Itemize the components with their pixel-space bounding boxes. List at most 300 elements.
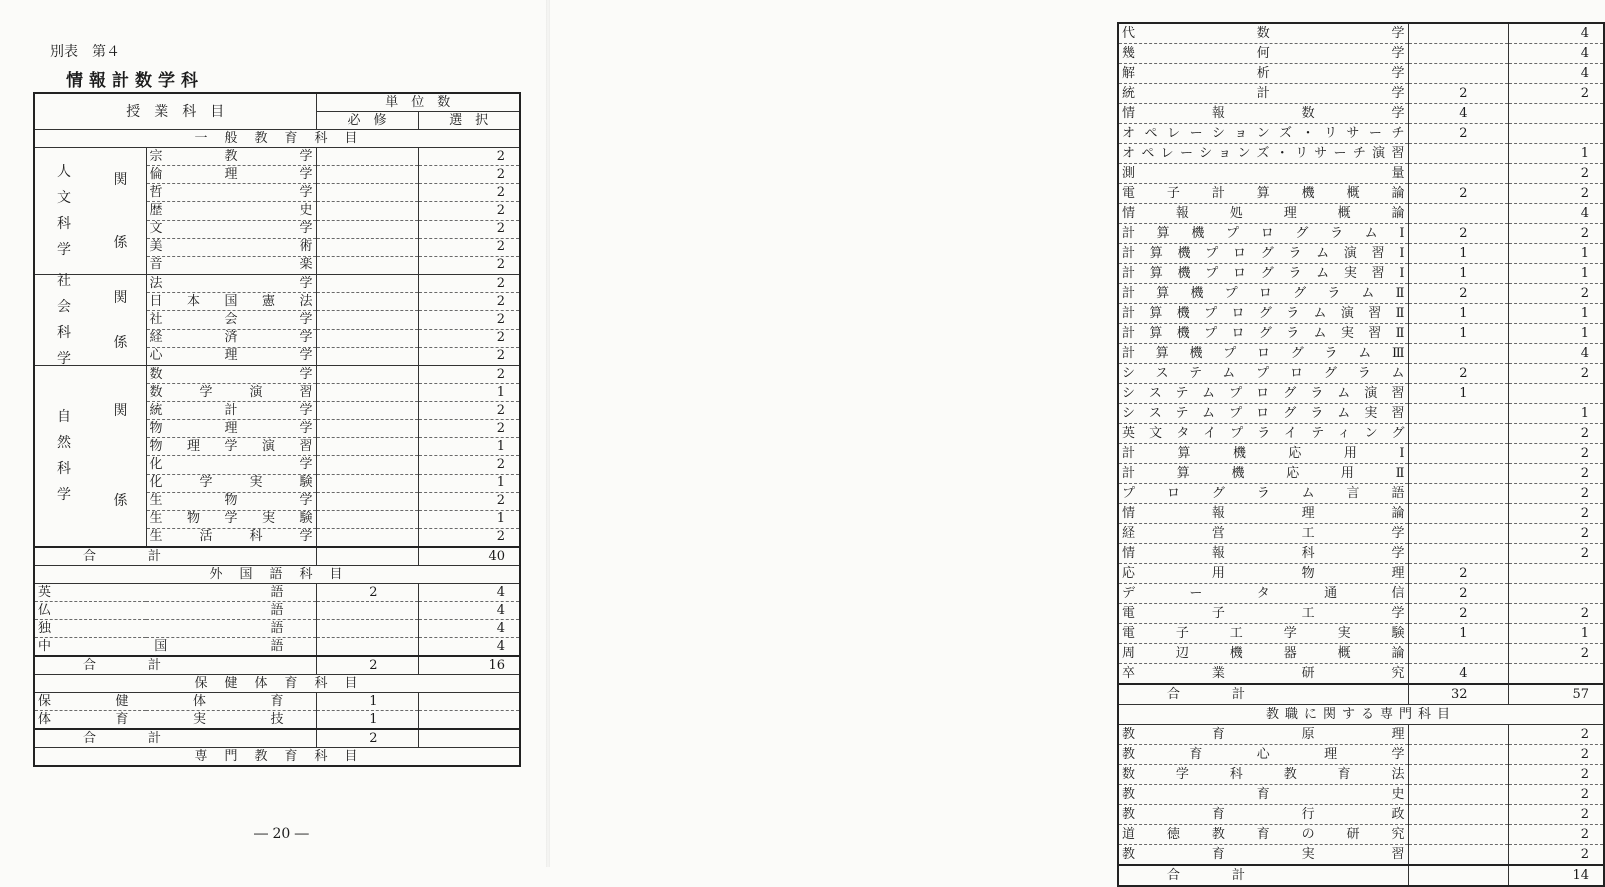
section-heading-row (34, 566, 520, 584)
required-units (316, 256, 418, 274)
elective-units: 1 (418, 438, 520, 456)
required-units (316, 311, 418, 329)
required-units: 1 (1408, 244, 1508, 264)
required-units: 2 (1408, 84, 1508, 104)
section-heading: 専 門 教 育 科 目 (34, 748, 520, 767)
required-units (1408, 725, 1508, 745)
subject-header: 授 業 科 目 (34, 93, 316, 130)
subject-name: オペレーションズ・リサーチ (1118, 124, 1408, 144)
elective-units: 1 (1508, 404, 1604, 424)
required-units (316, 148, 418, 166)
curriculum-table-right (1117, 22, 1605, 887)
required-units (316, 366, 418, 384)
elective-units: 2 (418, 148, 520, 166)
subject-name: 美術 (146, 238, 316, 256)
required-units: 1 (1408, 384, 1508, 404)
elective-units (1508, 384, 1604, 404)
elective-units: 2 (1508, 504, 1604, 524)
elective-units: 1 (1508, 264, 1604, 284)
elective-units: 4 (1508, 23, 1604, 44)
subject-name: 周辺機器概論 (1118, 644, 1408, 664)
elective-units: 2 (1508, 524, 1604, 544)
total-label: 合 計 (34, 656, 316, 675)
section-heading: 教職に関する専門科目 (1118, 705, 1604, 725)
required-units (316, 510, 418, 528)
subject-name: オペレーションズ・リサーチ演習 (1118, 144, 1408, 164)
subject-row (1118, 825, 1604, 845)
elective-units: 2 (1508, 84, 1604, 104)
group-char: 関 (113, 171, 128, 188)
required-units: 2 (1408, 584, 1508, 604)
required-units (1408, 524, 1508, 544)
required-units (316, 438, 418, 456)
subject-row (1118, 304, 1604, 324)
subject-name: 生物学 (146, 492, 316, 510)
elective-units: 1 (1508, 244, 1604, 264)
required-units (1408, 644, 1508, 664)
subject-row (1118, 725, 1604, 745)
subject-name: 英語 (34, 584, 316, 602)
total-row (1118, 684, 1604, 705)
required-units (316, 184, 418, 202)
subject-row (1118, 284, 1604, 304)
subject-name: 経済学 (146, 329, 316, 347)
elective-units (1508, 664, 1604, 685)
required-units (1408, 344, 1508, 364)
group-char: 然 (57, 435, 71, 451)
subject-row (1118, 384, 1604, 404)
required-units (316, 166, 418, 184)
subject-name: プログラム言語 (1118, 484, 1408, 504)
group-char: 係 (113, 334, 128, 351)
elective-units: 4 (1508, 64, 1604, 84)
subject-row (1118, 84, 1604, 104)
subject-name: 計算機プログラム実習Ⅱ (1118, 324, 1408, 344)
group-relation-chars (114, 366, 128, 546)
elective-units: 2 (1508, 644, 1604, 664)
subject-row (1118, 44, 1604, 64)
subject-name: 教育実習 (1118, 845, 1408, 866)
elective-units: 2 (418, 293, 520, 311)
required-units: 2 (1408, 364, 1508, 384)
subject-name: 電子計算機概論 (1118, 184, 1408, 204)
subject-name: 計算機プログラムⅡ (1118, 284, 1408, 304)
elective-units: 4 (418, 584, 520, 602)
elective-units: 2 (1508, 364, 1604, 384)
subject-name: 情報理論 (1118, 504, 1408, 524)
required-units: 1 (1408, 304, 1508, 324)
required-units: 2 (1408, 124, 1508, 144)
subject-name: 生物学実験 (146, 510, 316, 528)
subject-name: 仏語 (34, 602, 316, 620)
group-label-inner (35, 275, 146, 365)
subject-row (1118, 104, 1604, 124)
subject-row (34, 620, 520, 638)
total-label: 合 計 (34, 547, 316, 566)
subject-row (1118, 144, 1604, 164)
subject-name: データ通信 (1118, 584, 1408, 604)
right-page (548, 0, 1589, 883)
subject-name: 歴史 (146, 202, 316, 220)
required-units: 2 (1408, 284, 1508, 304)
group-char: 科 (57, 325, 71, 341)
elective-units: 1 (1508, 324, 1604, 344)
required-units (1408, 464, 1508, 484)
required-units (1408, 544, 1508, 564)
subject-name: 数学 (146, 366, 316, 384)
elective-units: 2 (1508, 184, 1604, 204)
group-char: 学 (57, 351, 71, 367)
required-units (316, 293, 418, 311)
required-units (316, 620, 418, 638)
required-units (1408, 23, 1508, 44)
elective-units: 4 (418, 638, 520, 657)
subject-row (34, 148, 520, 166)
elective-units (1508, 584, 1604, 604)
total-required: 32 (1408, 684, 1508, 705)
subject-name: 社会学 (146, 311, 316, 329)
group-relation-chars (114, 148, 128, 274)
subject-row (1118, 745, 1604, 765)
subject-row (1118, 224, 1604, 244)
group-relation-chars (114, 275, 128, 365)
subject-name: 計算機プログラム実習Ⅰ (1118, 264, 1408, 284)
elective-units: 2 (418, 202, 520, 220)
subject-row (1118, 344, 1604, 364)
elective-units: 2 (1508, 765, 1604, 785)
subject-row (1118, 23, 1604, 44)
section-heading-row (1118, 705, 1604, 725)
subject-name: 中国語 (34, 638, 316, 657)
subject-name: 統計学 (146, 402, 316, 420)
subject-row (1118, 424, 1604, 444)
required-units (1408, 745, 1508, 765)
subject-row (1118, 564, 1604, 584)
subject-name: システムプログラム実習 (1118, 404, 1408, 424)
elective-units: 2 (1508, 745, 1604, 765)
group-char: 人 (57, 164, 71, 180)
required-units (316, 492, 418, 510)
required-units (316, 329, 418, 347)
subject-row (34, 693, 520, 711)
elective-units: 1 (1508, 144, 1604, 164)
required-units (1408, 484, 1508, 504)
elective-units: 2 (1508, 464, 1604, 484)
required-units (316, 220, 418, 238)
subject-row (1118, 805, 1604, 825)
section-heading: 保 健 体 育 科 目 (34, 675, 520, 693)
total-elective: 40 (418, 547, 520, 566)
units-header: 単 位 数 (316, 93, 520, 112)
subject-name: 計算機プログラム演習Ⅱ (1118, 304, 1408, 324)
subject-row (1118, 264, 1604, 284)
required-units (316, 528, 418, 547)
subject-name: 教育原理 (1118, 725, 1408, 745)
subject-name: 宗教学 (146, 148, 316, 166)
required-units (1408, 404, 1508, 424)
elective-units: 2 (418, 402, 520, 420)
group-field-chars (57, 268, 71, 372)
required-units: 4 (1408, 104, 1508, 124)
required-units: 1 (316, 711, 418, 730)
required-units (1408, 64, 1508, 84)
elective-units: 2 (1508, 825, 1604, 845)
total-elective (418, 729, 520, 748)
elective-units: 4 (418, 602, 520, 620)
subject-name: 計算機応用Ⅱ (1118, 464, 1408, 484)
elective-units: 2 (418, 492, 520, 510)
required-units (316, 275, 418, 293)
subject-name: 数学科教育法 (1118, 765, 1408, 785)
group-label-inner (35, 148, 146, 274)
subject-row (34, 711, 520, 730)
required-header: 必 修 (316, 112, 418, 130)
group-char: 会 (57, 299, 71, 315)
subject-row (34, 366, 520, 384)
total-elective: 16 (418, 656, 520, 675)
subject-row (1118, 624, 1604, 644)
group-label-social (34, 275, 146, 366)
subject-name: 心理学 (146, 347, 316, 365)
subject-row (1118, 464, 1604, 484)
required-units: 1 (316, 693, 418, 711)
subject-row (1118, 184, 1604, 204)
elective-units: 2 (1508, 544, 1604, 564)
required-units: 2 (1408, 564, 1508, 584)
group-char: 関 (113, 403, 128, 419)
elective-units: 1 (418, 384, 520, 402)
subject-row (1118, 544, 1604, 564)
group-char: 文 (57, 190, 71, 206)
required-units: 2 (1408, 224, 1508, 244)
required-units (1408, 144, 1508, 164)
required-units: 2 (1408, 184, 1508, 204)
subject-name: 数学演習 (146, 384, 316, 402)
required-units: 4 (1408, 664, 1508, 685)
total-required: 2 (316, 656, 418, 675)
subject-row (1118, 444, 1604, 464)
subject-name: 情報科学 (1118, 544, 1408, 564)
subject-row (1118, 164, 1604, 184)
total-elective: 14 (1508, 865, 1604, 886)
required-units (1408, 444, 1508, 464)
subject-row (34, 638, 520, 657)
required-units: 2 (1408, 604, 1508, 624)
group-char: 係 (113, 234, 128, 251)
subject-name: 教育心理学 (1118, 745, 1408, 765)
elective-units: 2 (1508, 284, 1604, 304)
required-units (316, 420, 418, 438)
elective-units (418, 693, 520, 711)
group-field-chars (57, 404, 71, 508)
required-units: 1 (1408, 264, 1508, 284)
subject-name: 計算機応用Ⅰ (1118, 444, 1408, 464)
required-units (316, 238, 418, 256)
subject-row (1118, 364, 1604, 384)
subject-name: 解析学 (1118, 64, 1408, 84)
subject-name: 化学実験 (146, 474, 316, 492)
subject-row (1118, 765, 1604, 785)
subject-name: 電子工学 (1118, 604, 1408, 624)
group-char: 学 (57, 487, 71, 503)
total-elective: 57 (1508, 684, 1604, 705)
required-units (1408, 785, 1508, 805)
total-required: 2 (316, 729, 418, 748)
elective-units (1508, 104, 1604, 124)
elective-units: 2 (1508, 444, 1604, 464)
subject-name: 応用物理 (1118, 564, 1408, 584)
subject-row (34, 584, 520, 602)
subject-row (1118, 504, 1604, 524)
required-units (316, 202, 418, 220)
section-heading-row (34, 130, 520, 148)
elective-units: 2 (418, 456, 520, 474)
elective-units: 4 (418, 620, 520, 638)
subject-name: 法学 (146, 275, 316, 293)
required-units (316, 347, 418, 365)
subject-row (1118, 324, 1604, 344)
elective-units: 4 (1508, 204, 1604, 224)
group-label-inner (35, 366, 146, 546)
elective-units: 2 (418, 366, 520, 384)
subject-name: 測量 (1118, 164, 1408, 184)
required-units (316, 384, 418, 402)
subject-name: 道徳教育の研究 (1118, 825, 1408, 845)
subject-name: 倫理学 (146, 166, 316, 184)
subject-row (1118, 124, 1604, 144)
required-units (316, 402, 418, 420)
elective-header: 選 択 (418, 112, 520, 130)
group-label-humanities (34, 148, 146, 275)
elective-units: 2 (418, 256, 520, 274)
subject-row (1118, 644, 1604, 664)
elective-units: 2 (1508, 725, 1604, 745)
subject-row (1118, 404, 1604, 424)
subject-name: システムプログラム (1118, 364, 1408, 384)
total-label: 合 計 (34, 729, 316, 748)
subject-name: 音楽 (146, 256, 316, 274)
subject-name: 計算機プログラムⅢ (1118, 344, 1408, 364)
group-char: 自 (57, 409, 71, 425)
elective-units: 2 (1508, 604, 1604, 624)
elective-units: 2 (1508, 484, 1604, 504)
elective-units: 1 (1508, 304, 1604, 324)
elective-units: 2 (1508, 805, 1604, 825)
required-units (316, 602, 418, 620)
total-row (34, 547, 520, 566)
total-required (1408, 865, 1508, 886)
subject-row (1118, 664, 1604, 685)
group-field-chars (57, 159, 71, 263)
elective-units: 1 (418, 474, 520, 492)
group-label-natural (34, 366, 146, 548)
required-units (316, 638, 418, 657)
subject-name: 電子工学実験 (1118, 624, 1408, 644)
required-units (1408, 845, 1508, 866)
subject-name: システムプログラム演習 (1118, 384, 1408, 404)
elective-units: 2 (1508, 785, 1604, 805)
elective-units: 2 (1508, 164, 1604, 184)
subject-name: 物理学 (146, 420, 316, 438)
elective-units (1508, 124, 1604, 144)
subject-name: 物理学演習 (146, 438, 316, 456)
group-char: 科 (57, 461, 71, 477)
subject-name: 統計学 (1118, 84, 1408, 104)
total-required (316, 547, 418, 566)
required-units (1408, 825, 1508, 845)
group-char: 関 (113, 289, 128, 306)
total-row (34, 656, 520, 675)
subject-row (1118, 204, 1604, 224)
elective-units: 2 (418, 311, 520, 329)
elective-units: 2 (418, 329, 520, 347)
subject-name: 英文タイプライティング (1118, 424, 1408, 444)
subject-name: 情報数学 (1118, 104, 1408, 124)
subject-name: 文学 (146, 220, 316, 238)
department-title: 情報計数学科 (66, 71, 204, 91)
section-heading-row (34, 748, 520, 767)
subject-row (1118, 64, 1604, 84)
section-heading: 外 国 語 科 目 (34, 566, 520, 584)
subject-row (1118, 584, 1604, 604)
elective-units: 2 (1508, 224, 1604, 244)
subject-name: 教育行政 (1118, 805, 1408, 825)
subject-name: 保健体育 (34, 693, 316, 711)
subject-name: 化学 (146, 456, 316, 474)
subject-row (34, 275, 520, 293)
required-units (316, 456, 418, 474)
required-units: 1 (1408, 324, 1508, 344)
required-units (1408, 765, 1508, 785)
elective-units: 2 (418, 275, 520, 293)
elective-units: 2 (418, 184, 520, 202)
section-heading: 一 般 教 育 科 目 (34, 130, 520, 148)
elective-units: 1 (1508, 624, 1604, 644)
group-char: 係 (113, 493, 128, 509)
subject-name: 教育史 (1118, 785, 1408, 805)
subject-name: 経営工学 (1118, 524, 1408, 544)
subject-row (1118, 484, 1604, 504)
section-heading-row (34, 675, 520, 693)
page-number: ― 20 ― (254, 826, 309, 842)
elective-units (1508, 564, 1604, 584)
subject-name: 情報処理概論 (1118, 204, 1408, 224)
group-char: 科 (57, 216, 71, 232)
elective-units: 2 (418, 528, 520, 547)
elective-units: 2 (418, 238, 520, 256)
total-label: 合 計 (1118, 865, 1408, 886)
subject-name: 計算機プログラムⅠ (1118, 224, 1408, 244)
required-units (1408, 204, 1508, 224)
required-units (1408, 424, 1508, 444)
group-char: 社 (57, 273, 71, 289)
left-page (0, 0, 548, 867)
required-units (1408, 504, 1508, 524)
subject-name: 体育実技 (34, 711, 316, 730)
required-units (1408, 164, 1508, 184)
elective-units: 4 (1508, 344, 1604, 364)
subject-row (1118, 524, 1604, 544)
subject-row (1118, 785, 1604, 805)
subject-name: 生活科学 (146, 528, 316, 547)
required-units (316, 474, 418, 492)
subject-name: 幾何学 (1118, 44, 1408, 64)
elective-units: 2 (418, 347, 520, 365)
subject-row (1118, 244, 1604, 264)
subject-name: 独語 (34, 620, 316, 638)
elective-units: 2 (1508, 845, 1604, 866)
required-units: 2 (316, 584, 418, 602)
